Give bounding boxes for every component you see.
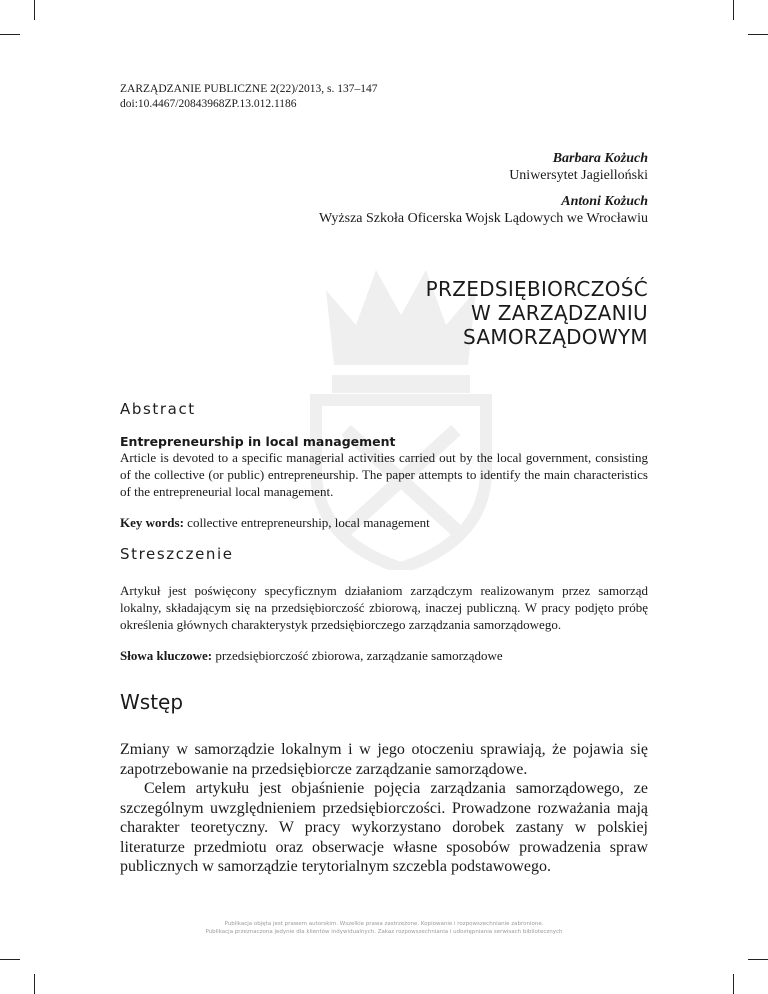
article-title [426,277,648,349]
slowa-kluczowe-text: przedsiębiorczość zbiorowa, zarządzanie samorządowe [212,648,503,663]
crop-mark-bottom-left [34,974,35,994]
keywords-label: Key words: [120,515,184,530]
keywords-text: collective entrepreneurship, local management [183,515,430,530]
wstep-heading: Wstęp [120,690,184,714]
wstep-paragraph-2: Celem artykułu jest objaśnienie pojęcia zarządzania samorządowego, ze szczególnym uwzględnieniem przedsiębiorczości. Prowadzone rozważania mają charakter teoretyczny. W pracy wykorzystano dorobek zastany w polskiej literaturze przedmiotu oraz obserwacje własne sposobów prowadzenia spraw publicznych w samorządzie terytorialnym szczebla podstawowego. [120,780,648,875]
journal-reference: ZARZĄDZANIE PUBLICZNE 2(22)/2013, s. 137–147 [120,83,378,95]
crop-mark-top-left [34,0,35,20]
author-name: Barbara Kożuch [552,151,648,166]
keywords [120,514,648,531]
author-name: Antoni Kożuch [561,194,648,209]
journal-header [120,82,377,111]
author-affiliation: Uniwersytet Jagielloński [509,168,648,183]
crop-mark-top-right-h [748,34,768,35]
title-line-1: PRZEDSIĘBIORCZOŚĆ [425,277,648,301]
crop-mark-bottom-right [733,974,734,994]
copyright-notice-2: Publikacja przeznaczona jedynie dla klientów indywidualnych. Zakaz rozpowszechniania i udostępniania serwisach bibliotecznych [205,929,563,935]
doi: doi:10.4467/20843968ZP.13.012.1186 [120,97,297,110]
wstep-body [120,740,648,877]
streszczenie-heading: Streszczenie [120,545,234,563]
crop-mark-top-left-h [0,34,20,35]
crop-mark-bottom-right-h [748,959,768,960]
author-block-1 [509,150,648,184]
streszczenie-body: Artykuł jest poświęcony specyficznym działaniom zarządczym realizowanym przez samorząd lokalny, składającym się na przedsiębiorczość zbiorową, inaczej publiczną. W pracy podjęto próbę określenia głównych charakterystyk przedsiębiorczego zarządzania samorządowego. [120,583,648,633]
author-block-2 [319,193,648,227]
crop-mark-bottom-left-h [0,959,20,960]
crop-mark-top-right [733,0,734,20]
slowa-kluczowe-label: Słowa kluczowe: [120,648,213,663]
wstep-paragraph-1: Zmiany w samorządzie lokalnym i w jego otoczeniu sprawiają, że pojawia się zapotrzebowanie na przedsiębiorcze zarządzanie samorządowe. [120,741,648,778]
author-affiliation: Wyższa Szkoła Oficerska Wojsk Lądowych we Wrocławiu [319,211,648,226]
abstract-subtitle: Entrepreneurship in local management [120,434,396,449]
slowa-kluczowe [120,647,648,664]
abstract-body: Article is devoted to a specific managerial activities carried out by the local government, consisting of the collective (or public) entrepreneurship. The paper attempts to identify the main characteristics of the entrepreneurial local management. [120,450,648,500]
title-line-2: W ZARZĄDZANIU [471,301,648,325]
abstract-heading: Abstract [120,400,196,418]
copyright-notice-1: Publikacja objęta jest prawem autorskim. Wszelkie prawa zastrzeżone. Kopiowanie i rozpowszechnianie zabronione. [224,921,544,927]
title-line-3: SAMORZĄDOWYM [462,325,648,349]
